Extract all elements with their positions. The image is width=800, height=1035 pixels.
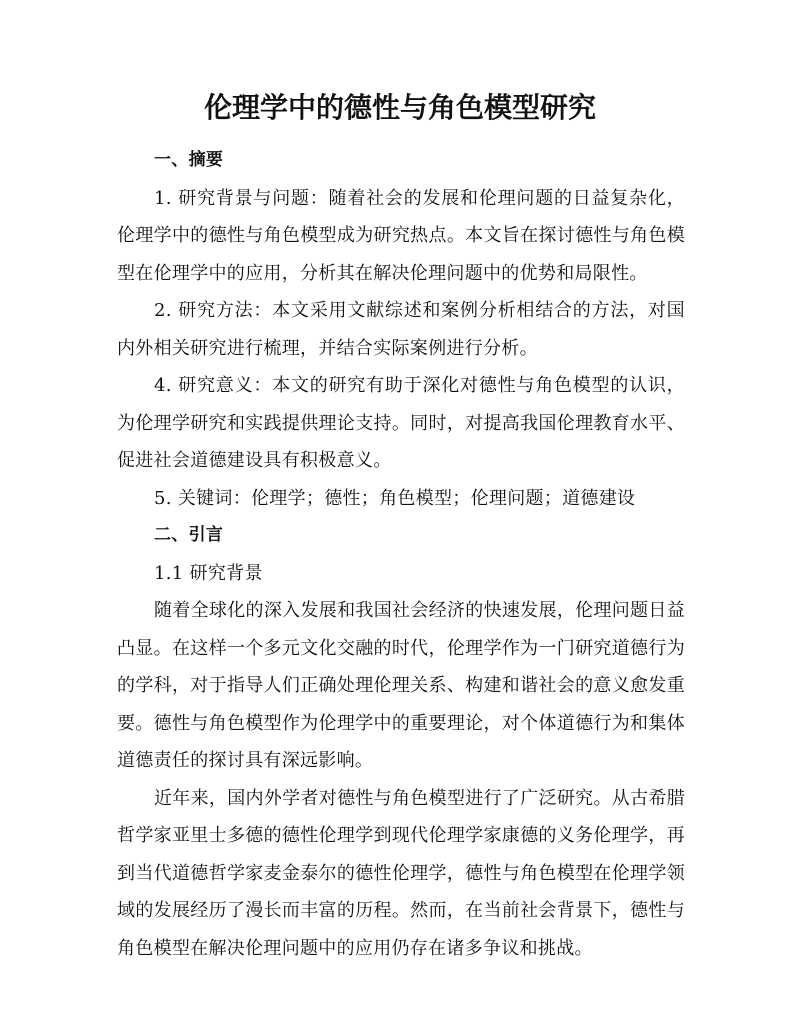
document-title: 伦理学中的德性与角色模型研究 [203, 91, 596, 124]
section-heading-introduction: 二、引言 [154, 525, 224, 545]
document-body [117, 142, 685, 967]
section-heading-abstract: 一、摘要 [154, 150, 224, 170]
abstract-paragraph-background: 1. 研究背景与问题：随着社会的发展和伦理问题的日益复杂化，伦理学中的德性与角色模型成为研究热点。本文旨在探讨德性与角色模型在伦理学中的应用，分析其在解决伦理问题中的优势和局限性。 [117, 187, 685, 284]
introduction-paragraph-1: 随着全球化的深入发展和我国社会经济的快速发展，伦理问题日益凸显。在这样一个多元文化交融的时代，伦理学作为一门研究道德行为的学科，对于指导人们正确处理伦理关系、构建和谐社会的意义愈发重要。德性与角色模型作为伦理学中的重要理论，对个体道德行为和集体道德责任的探讨具有深远影响。 [117, 600, 685, 771]
abstract-paragraph-method: 2. 研究方法：本文采用文献综述和案例分析相结合的方法，对国内外相关研究进行梳理，并结合实际案例进行分析。 [117, 300, 685, 359]
abstract-paragraph-significance: 4. 研究意义：本文的研究有助于深化对德性与角色模型的认识，为伦理学研究和实践提供理论支持。同时，对提高我国伦理教育水平、促进社会道德建设具有积极意义。 [117, 375, 685, 471]
abstract-paragraph-keywords: 5. 关键词：伦理学；德性；角色模型；伦理问题；道德建设 [154, 487, 636, 509]
introduction-paragraph-2: 近年来，国内外学者对德性与角色模型进行了广泛研究。从古希腊哲学家亚里士多德的德性伦理学到现代伦理学家康德的义务伦理学，再到当代道德哲学家麦金泰尔的德性伦理学，德性与角色模型在伦理学领域的发展经历了漫长而丰富的历程。然而，在当前社会背景下，德性与角色模型在解决伦理问题中的应用仍存在诸多争议和挑战。 [117, 787, 685, 959]
subsection-heading-background: 1.1 研究背景 [154, 562, 263, 584]
